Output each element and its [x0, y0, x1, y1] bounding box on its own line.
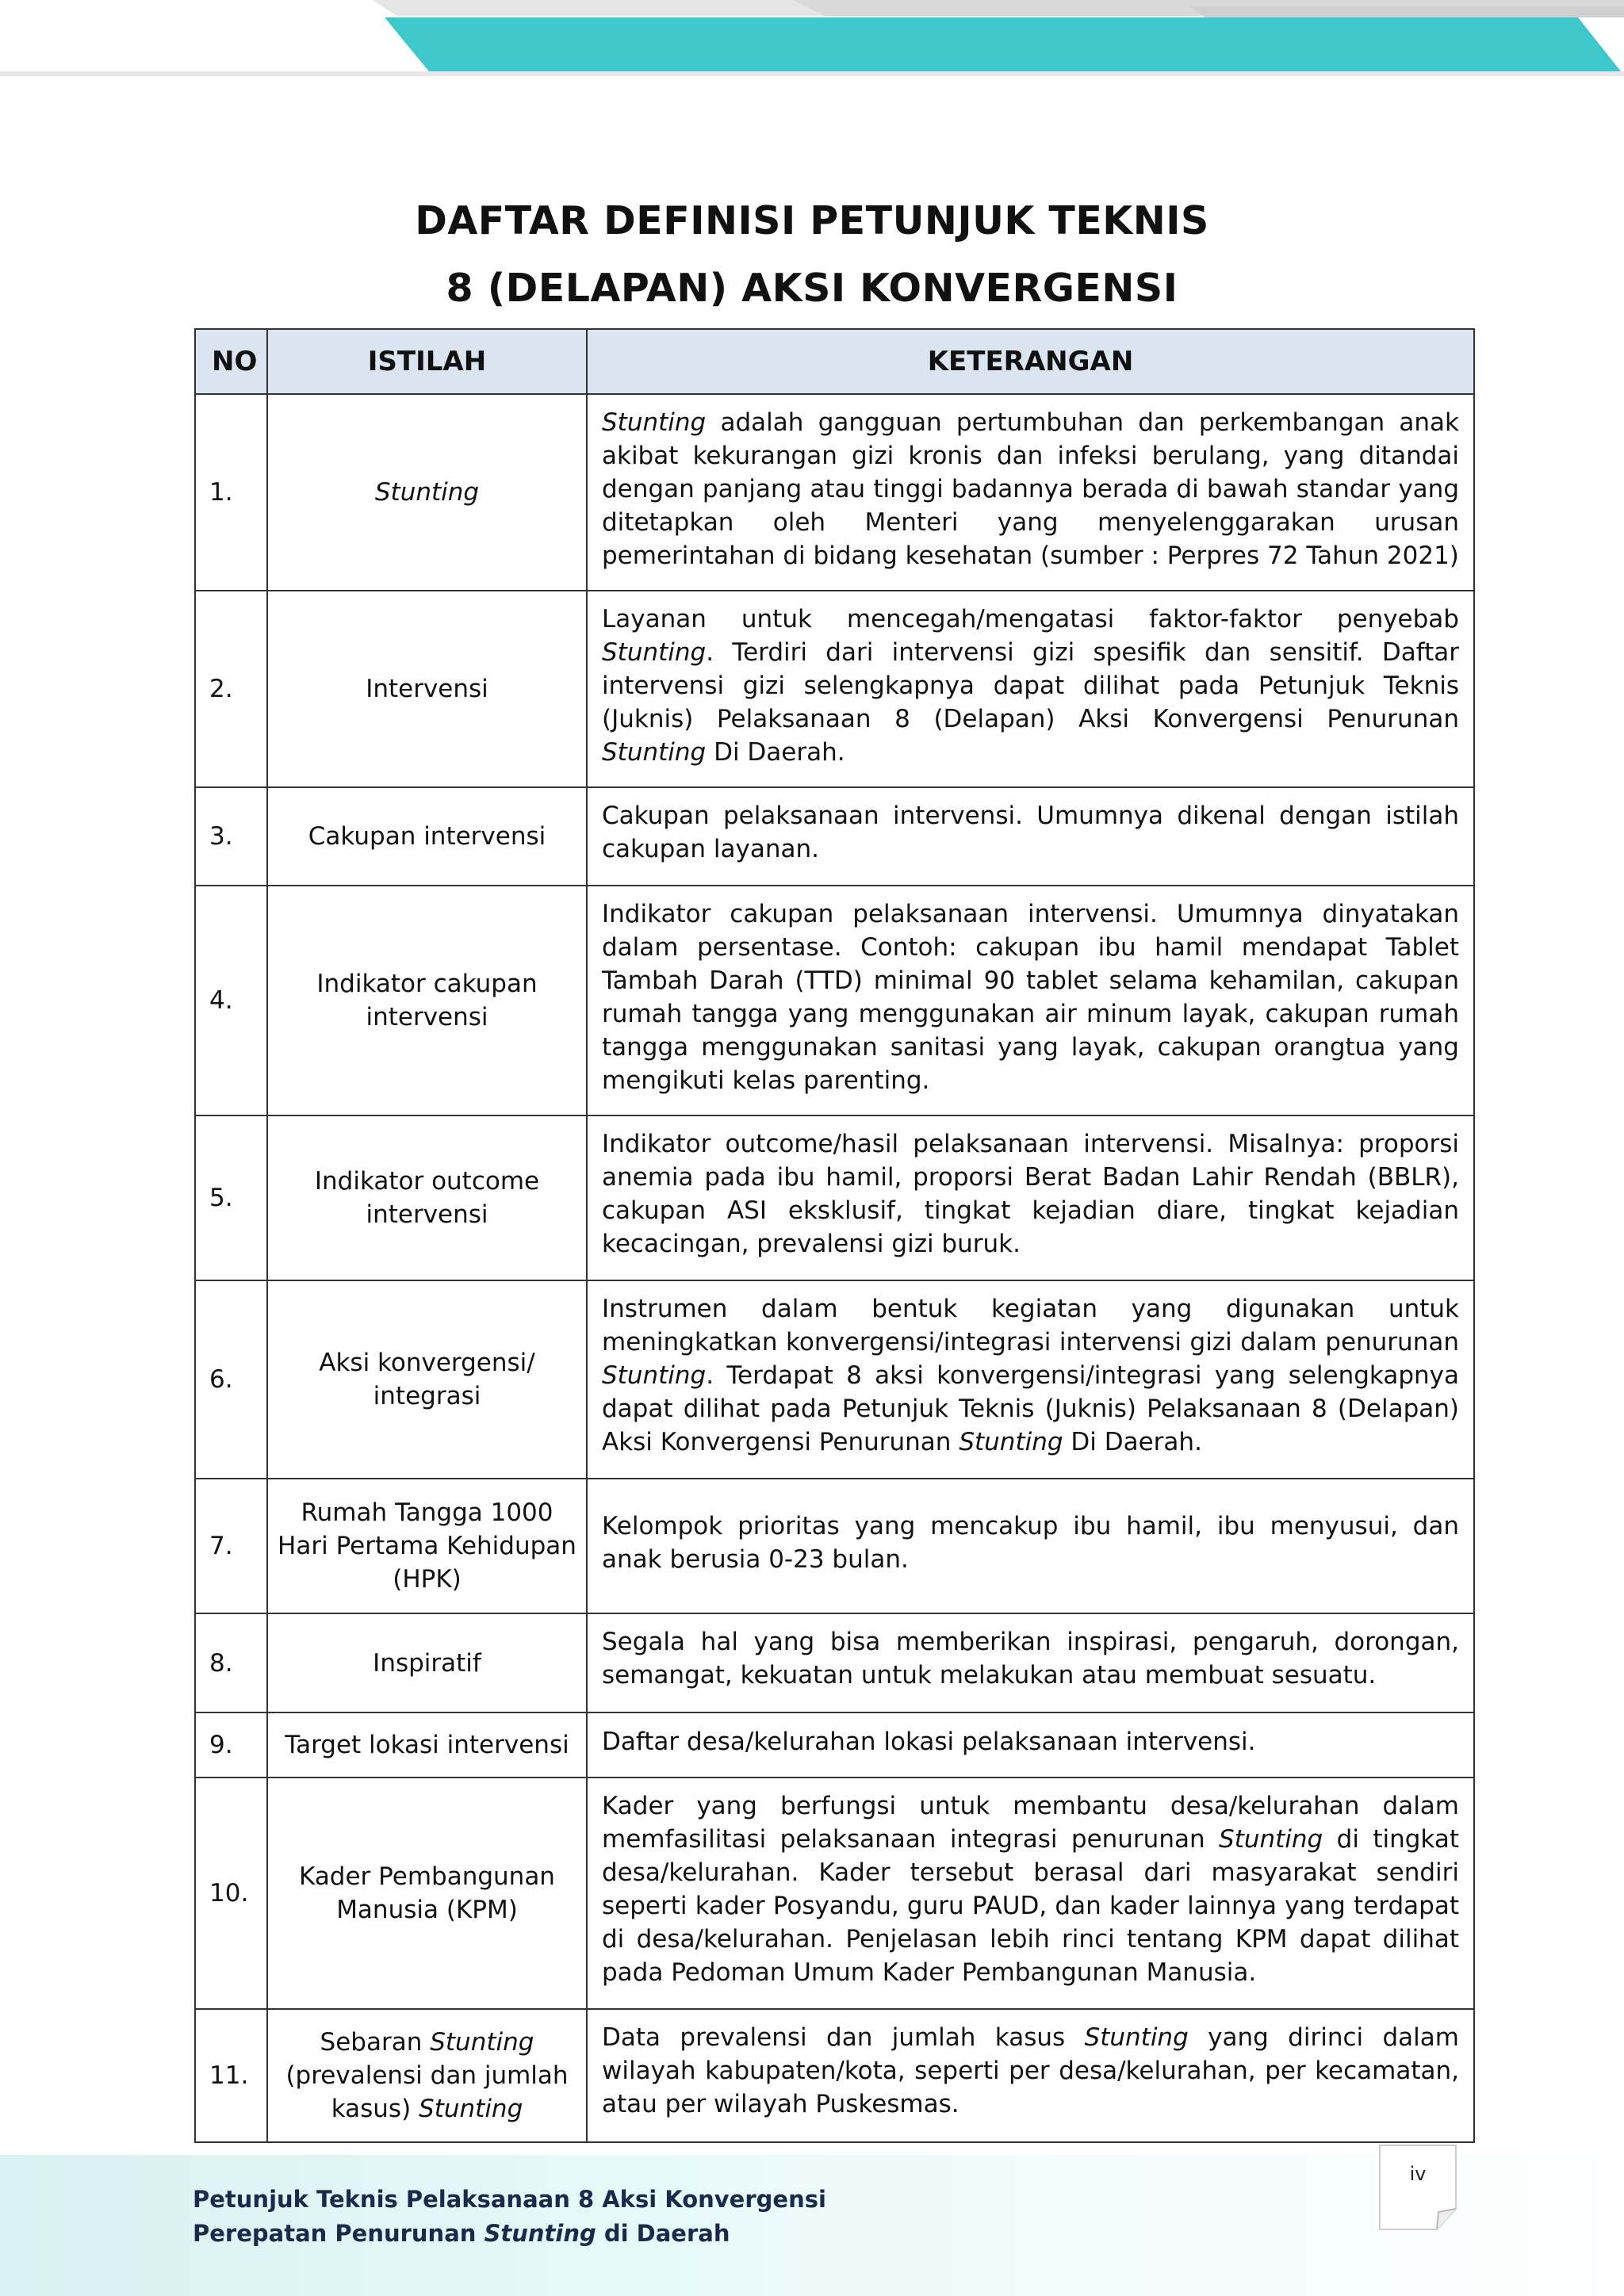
row-term: Cakupan intervensi [267, 787, 587, 886]
row-description: Kader yang berfungsi untuk membantu desa/kelurahan dalam memfasilitasi pelaksanaan integrasi penurunan Stunting di tingkat desa/kelurahan. Kader tersebut berasal dari masyarakat sendiri seperti kader Posyandu, guru PAUD, dan kader lainnya yang terdapat di desa/kelurahan. Penjelasan lebih rinci tentang KPM dapat dilihat pada Pedoman Umum Kader Pembangunan Manusia. [587, 1777, 1474, 2009]
row-term: Indikator outcome intervensi [267, 1115, 587, 1280]
row-number: 8. [195, 1613, 267, 1712]
footer-line-2: Perepatan Penurunan Stunting di Daerah [193, 2220, 730, 2247]
header-decoration [0, 0, 1624, 87]
row-description: Data prevalensi dan jumlah kasus Stunting yang dirinci dalam wilayah kabupaten/kota, seperti per desa/kelurahan, per kecamatan, atau per wilayah Puskesmas. [587, 2009, 1474, 2142]
row-number: 2. [195, 591, 267, 787]
table-row [195, 787, 1474, 886]
row-description: Indikator cakupan pelaksanaan intervensi. Umumnya dinyatakan dalam persentase. Contoh: cakupan ibu hamil mendapat Tablet Tambah Darah (TTD) minimal 90 tablet selama kehamilan, cakupan rumah tangga yang menggunakan air minum layak, cakupan rumah tangga menggunakan sanitasi yang layak, cakupan orangtua yang mengikuti kelas parenting. [587, 886, 1474, 1115]
row-description: Indikator outcome/hasil pelaksanaan intervensi. Misalnya: proporsi anemia pada ibu hamil, proporsi Berat Badan Lahir Rendah (BBLR), cakupan ASI eksklusif, tingkat kejadian diare, tingkat kejadian kecacingan, prevalensi gizi buruk. [587, 1115, 1474, 1280]
page-title-line-2: 8 (DELAPAN) AKSI KONVERGENSI [446, 266, 1178, 311]
table-row [195, 1479, 1474, 1613]
page-number-box [1378, 2144, 1457, 2231]
table-row [195, 1777, 1474, 2009]
row-term: Indikator cakupan intervensi [267, 886, 587, 1115]
table-header-row [195, 329, 1474, 394]
row-number: 3. [195, 787, 267, 886]
row-description: Layanan untuk mencegah/mengatasi faktor-faktor penyebab Stunting. Terdiri dari intervensi gizi spesifik dan sensitif. Daftar intervensi gizi selengkapnya dapat dilihat pada Petunjuk Teknis (Juknis) Pelaksanaan 8 (Delapan) Aksi Konvergensi Penurunan Stunting Di Daerah. [587, 591, 1474, 787]
page-number: iv [1409, 2163, 1427, 2185]
table-row [195, 394, 1474, 591]
table-row [195, 886, 1474, 1115]
row-number: 6. [195, 1280, 267, 1479]
definitions-table [194, 328, 1475, 2143]
row-term: Rumah Tangga 1000 Hari Pertama Kehidupan (HPK) [267, 1479, 587, 1613]
footer-line-1: Petunjuk Teknis Pelaksanaan 8 Aksi Konvergensi [193, 2186, 826, 2213]
column-header-term: ISTILAH [267, 329, 587, 394]
row-term: Stunting [267, 394, 587, 591]
row-term: Aksi konvergensi/ integrasi [267, 1280, 587, 1479]
table-row [195, 591, 1474, 787]
row-number: 4. [195, 886, 267, 1115]
row-description: Cakupan pelaksanaan intervensi. Umumnya dikenal dengan istilah cakupan layanan. [587, 787, 1474, 886]
row-number: 1. [195, 394, 267, 591]
table-row [195, 2009, 1474, 2142]
table-row [195, 1280, 1474, 1479]
table-row [195, 1712, 1474, 1777]
row-number: 7. [195, 1479, 267, 1613]
row-description: Kelompok prioritas yang mencakup ibu hamil, ibu menyusui, dan anak berusia 0-23 bulan. [587, 1479, 1474, 1613]
row-number: 9. [195, 1712, 267, 1777]
row-number: 10. [195, 1777, 267, 2009]
row-description: Segala hal yang bisa memberikan inspirasi, pengaruh, dorongan, semangat, kekuatan untuk melakukan atau membuat sesuatu. [587, 1613, 1474, 1712]
row-term: Intervensi [267, 591, 587, 787]
row-description: Instrumen dalam bentuk kegiatan yang digunakan untuk meningkatkan konvergensi/integrasi intervensi gizi dalam penurunan Stunting. Terdapat 8 aksi konvergensi/integrasi yang selengkapnya dapat dilihat pada Petunjuk Teknis (Juknis) Pelaksanaan 8 (Delapan) Aksi Konvergensi Penurunan Stunting Di Daerah. [587, 1280, 1474, 1479]
table-row [195, 1115, 1474, 1280]
column-header-description: KETERANGAN [587, 329, 1474, 394]
row-number: 5. [195, 1115, 267, 1280]
row-description: Daftar desa/kelurahan lokasi pelaksanaan intervensi. [587, 1712, 1474, 1777]
row-description: Stunting adalah gangguan pertumbuhan dan perkembangan anak akibat kekurangan gizi kronis dan infeksi berulang, yang ditandai dengan panjang atau tinggi badannya berada di bawah standar yang ditetapkan oleh Menteri yang menyelenggarakan urusan pemerintahan di bidang kesehatan (sumber : Perpres 72 Tahun 2021) [587, 394, 1474, 591]
row-term: Inspiratif [267, 1613, 587, 1712]
table-row [195, 1613, 1474, 1712]
row-number: 11. [195, 2009, 267, 2142]
page-title-line-1: DAFTAR DEFINISI PETUNJUK TEKNIS [415, 198, 1209, 243]
row-term: Target lokasi intervensi [267, 1712, 587, 1777]
row-term: Sebaran Stunting (prevalensi dan jumlah kasus) Stunting [267, 2009, 587, 2142]
row-term: Kader Pembangunan Manusia (KPM) [267, 1777, 587, 2009]
column-header-no: NO [195, 329, 267, 394]
